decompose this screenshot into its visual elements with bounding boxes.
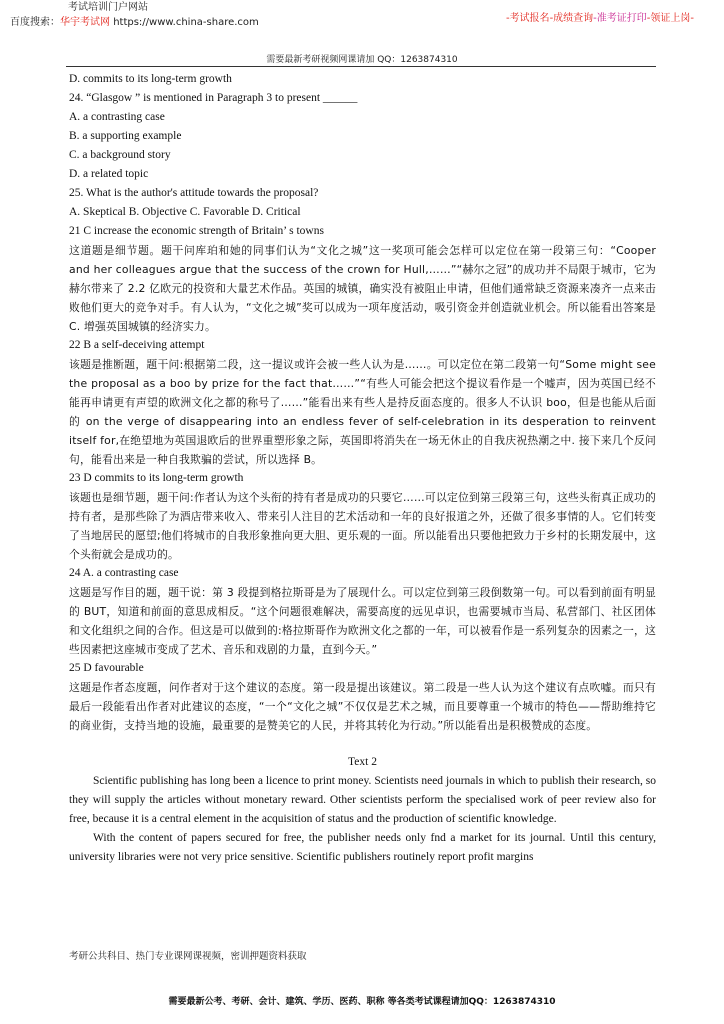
footer-note: 考研公共科目、热门专业课网课视频，密训押题资料获取 [69,951,307,962]
answer-key: 23 D commits to its long-term growth [69,472,244,484]
option-line: A. a contrasting case [69,111,165,123]
admission-ticket-link[interactable]: -准考证打印 [593,13,647,24]
exam-registration-link[interactable]: -考试报名 [505,13,550,24]
search-prefix: 百度搜索： [10,17,60,28]
score-query-link[interactable]: -成绩查询 [549,13,594,24]
header-rule [66,66,656,67]
portal-name: 考试培训门户网站 [68,2,148,13]
question-25: 25. What is the author's attitude towards the proposal? [69,187,319,199]
option-line: B. a supporting example [69,130,182,142]
question-24: 24. “Glasgow ” is mentioned in Paragraph 3 to present ______ [69,92,358,104]
answer-explanation: 这题是作者态度题，问作者对于这个建议的态度。第一段是提出该建议。第二段是一些人认为这个建议有点吹嘘。而只有最后一段能看出作者对此建议的态度，“一个“文化之城”不仅仅是艺术之城，而且要尊重一个城市的特色——帮助维持它的商业街，支持当地的设施，最重要的是赞美它的人民，并将其转化为行动。”所以能看出是积极赞成的态度。 [69,681,656,732]
footer-contact: 需要最新公考、考研、会计、建筑、学历、医药、职称 等各类考试课程请加QQ：1263874310 [168,997,556,1007]
answer-key: 24 A. a contrasting case [69,567,179,579]
search-line [10,15,259,30]
answer-key: 25 D favourable [69,662,144,674]
answer-key: 21 C increase the economic strength of Britain’ s towns [69,225,324,237]
spacer [69,735,656,753]
answer-key: 22 B a self-deceiving attempt [69,339,205,351]
header-left [10,0,259,30]
brand-name[interactable]: 华宇考试网 [60,17,110,28]
option-line: A. Skeptical B. Objective C. Favorable D. Critical [69,206,301,218]
option-line: D. commits to its long-term growth [69,73,232,85]
answer-explanation: 这道题是细节题。题干问库珀和她的同事们认为“文化之城”这一奖项可能会怎样可以定位在第一段第三句：“Cooper and her colleagues argue that the success of the crown for Hull,……”“赫尔之冠”的成功并不局限于城市，它为赫尔带来了 2.2 亿欧元的投资和大量艺术作品。英国的城镇，确实没有被阻止申请，但他们通常缺乏资源来凑齐一点来击败他们更大的竞争对手。有人认为，“文化之城”奖可以成为一项年度活动，吸引资金并创造就业机会。所以能看出答案是 C. 增强英国城镇的经济实力。 [69,244,656,333]
text2-paragraph: Scientific publishing has long been a licence to print money. Scientists need journals in which to publish their research, so they will supply the articles without monetary reward. Other scientists perform the specialised work of peer review also for free, because it is a central element in the acquisition of status and the production of scientific knowledge. [69,775,656,825]
text2-paragraph: With the content of papers secured for free, the publisher needs only fnd a market for its journal. Until this century, university libraries were not very price sensitive. Scientific publishers routinely report profit margins [69,832,656,863]
answer-explanation: 该题也是细节题，题干问:作者认为这个头衔的持有者是成功的只要它……可以定位到第三段第三句，这些头衔真正成功的持有者，是那些除了为酒店带来收入、带来引人注目的艺术活动和一年的良好报道之外，还做了很多事情的人。它们转变了当地居民的愿望;他们将城市的自我形象推向更大胆、更乐观的一面。所以能看出只要他把致力于乡村的长期发展中，这个头衔就会是成功的。 [69,491,656,561]
qq-notice: 需要最新考研视频网课请加 QQ：1263874310 [266,55,458,65]
section-title: Text 2 [348,756,377,768]
answer-explanation: 这题是写作目的题，题干说：第 3 段提到格拉斯哥是为了展现什么。可以定位到第三段倒数第一句。可以看到前面有明显的 BUT，知道和前面的意思成相反。“这个问题很难解决，需要高度的远见卓识，也需要城市当局、私营部门、社区团体和文化组织之间的合作。但这是可以做到的:格拉斯哥作为欧洲文化之都的一年，可以被看作是一系列复杂的因素之一，这些因素把这座城市变成了艺术、音乐和戏剧的力量，直到今天。” [69,586,656,656]
site-url[interactable]: https://www.china-share.com [113,17,259,28]
header-links [506,9,694,24]
option-line: C. a background story [69,149,171,161]
answer-explanation: 该题是推断题，题干问:根据第二段，这一提议或许会被一些人认为是……。可以定位在第二段第一句“Some might see the proposal as a boo by prize for the fact that……”“有些人可能会把这个提议看作是一个嘘声，因为英国已经不能再申请更有声望的欧洲文化之都的称号了……”能看出来有些人是持反面态度的。很多人不认识 boo，但是也能从后面的 on the verge of disappearing into an endless fever of self-celebration in its desperation to reinvent itself for,在绝望地为英国退欧后的世界重塑形象之际，英国即将消失在一场无休止的自我庆祝热潮之中. 接下来几个反问句，能看出来是一种自我欺骗的尝试，所以选择 B。 [69,358,656,466]
option-line: D. a related topic [69,168,149,180]
document-body [69,70,656,867]
certificate-link[interactable]: -领证上岗- [646,13,694,24]
